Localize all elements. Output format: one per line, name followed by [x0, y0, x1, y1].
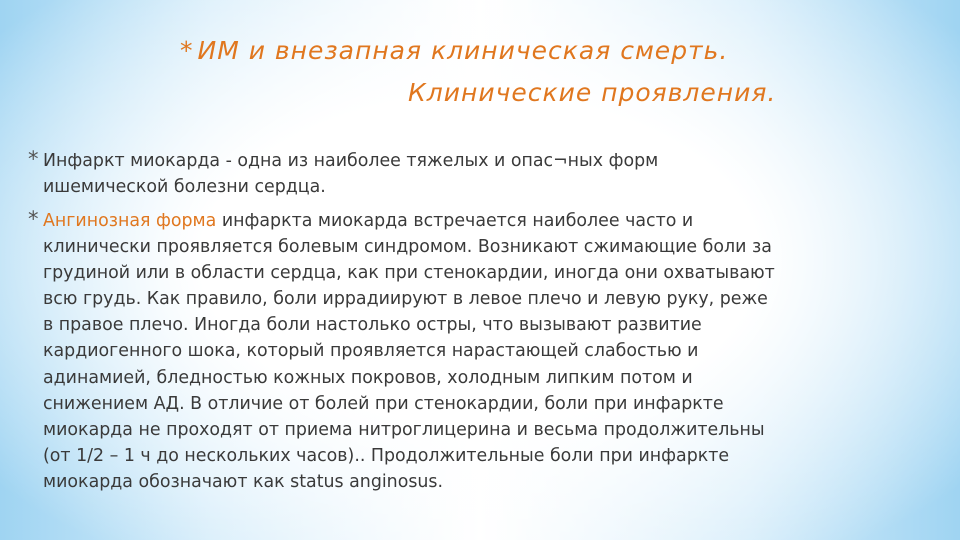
bullet-line: миокарда обозначают как status anginosus. — [43, 471, 444, 492]
bullet-line: миокарда не проходят от приема нитроглицерина и весьма продолжительны — [43, 419, 765, 440]
title-bullet-star: * — [180, 36, 194, 65]
slide-title — [180, 30, 840, 114]
bullet-line: грудиной или в области сердца, как при стенокардии, иногда они охватывают — [43, 263, 775, 284]
bullet-anginal-form — [28, 208, 878, 495]
bullet-definition — [28, 148, 878, 200]
title-line-1: ИМ и внезапная клиническая смерть. — [197, 36, 729, 65]
bullet-line: (от 1/2 – 1 ч до нескольких часов).. Продолжительные боли при инфаркте — [43, 445, 730, 466]
bullet-line: кардиогенного шока, который проявляется нарастающей слабостью и — [43, 341, 699, 362]
bullet-text — [28, 148, 878, 200]
bullet-star: * — [28, 207, 39, 231]
bullet-line: клинически проявляется болевым синдромом. Возникают сжимающие боли за — [43, 237, 772, 258]
bullet-line-rest: инфаркта миокарда встречается наиболее часто и — [216, 211, 694, 231]
title-line-2: Клинические проявления. — [408, 78, 777, 107]
bullet-line: адинамией, бледностью кожных покровов, холодным липким потом и — [43, 367, 693, 388]
bullet-text — [28, 208, 878, 495]
bullet-line: снижением АД. В отличие от болей при стенокардии, боли при инфаркте — [43, 393, 724, 414]
bullet-line: в правое плечо. Иногда боли настолько остры, что вызывают развитие — [43, 315, 702, 336]
accent-term: Ангинозная форма — [43, 211, 217, 231]
bullet-star: * — [28, 147, 39, 171]
bullet-line: Инфаркт миокарда - одна из наиболее тяжелых и опас¬ных форм — [43, 151, 659, 171]
bullet-line-first — [43, 208, 878, 234]
bullet-line: всю грудь. Как правило, боли иррадиируют в левое плечо и левую руку, реже — [43, 289, 768, 310]
bullet-line: ишемической болезни сердца. — [43, 177, 326, 198]
